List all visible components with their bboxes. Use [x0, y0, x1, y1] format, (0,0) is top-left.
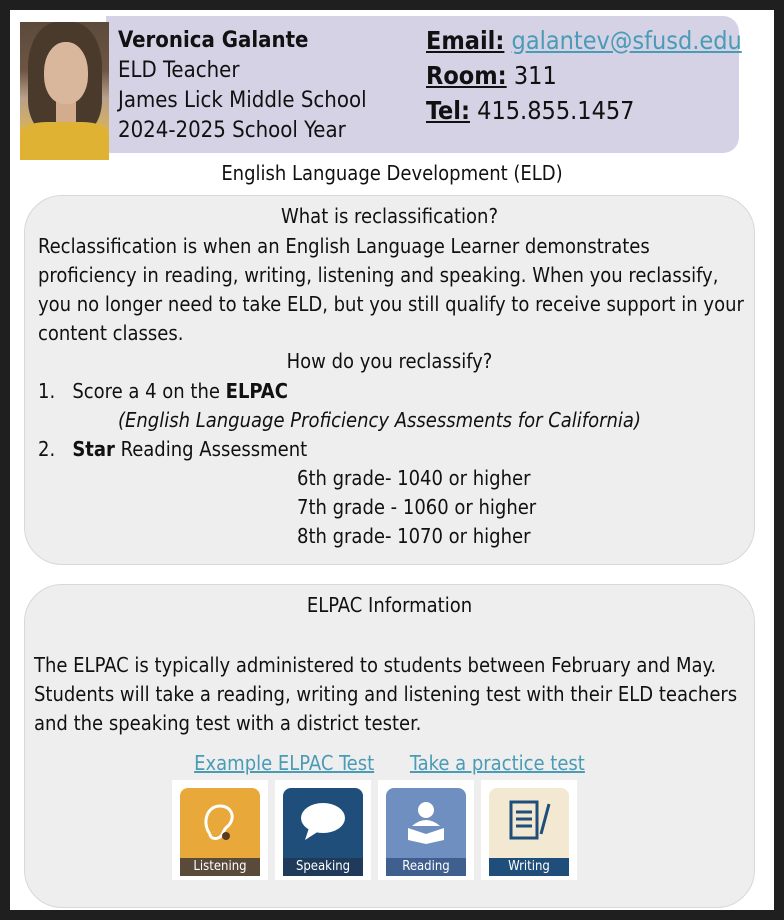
elpac-domain-icons: [172, 780, 572, 880]
grade-requirements: [297, 464, 536, 551]
elpac-info-card: [24, 584, 755, 908]
example-elpac-test-link[interactable]: Example ELPAC Test: [194, 751, 375, 775]
elpac-body: The ELPAC is typically administered to students between February and May. Students will take a reading, writing and listening test with their ELD teachers and the speaking test with a district tester.: [34, 653, 738, 735]
practice-test-link[interactable]: Take a practice test: [409, 751, 585, 775]
ear-icon: [192, 794, 248, 850]
reader-icon: [398, 794, 454, 850]
grade-8-requirement: 8th grade- 1070 or higher: [297, 524, 531, 548]
elpac-term: ELPAC: [225, 379, 288, 403]
writing-label: Writing: [489, 858, 569, 876]
page-title: English Language Development (ELD): [221, 161, 563, 185]
room-value: 311: [513, 61, 557, 90]
writing-tile[interactable]: [481, 780, 577, 880]
reclass-steps: [38, 377, 738, 464]
contact-info: [426, 23, 742, 128]
listening-tile[interactable]: [172, 780, 268, 880]
elpac-links: [25, 751, 754, 775]
teacher-school: James Lick Middle School: [118, 88, 367, 113]
step-2-number: 2.: [38, 437, 56, 461]
how-heading: How do you reclassify?: [286, 349, 493, 373]
listening-label: Listening: [180, 858, 260, 876]
email-link[interactable]: galantev@sfusd.edu: [511, 26, 742, 55]
reading-tile[interactable]: [378, 780, 474, 880]
step-2-text: Reading Assessment: [114, 437, 308, 461]
star-term: Star: [72, 437, 115, 461]
flyer-page: [10, 10, 774, 910]
step-1-text: Score a 4 on the: [72, 379, 226, 403]
grade-6-requirement: 6th grade- 1040 or higher: [297, 466, 531, 490]
school-year: 2024-2025 School Year: [118, 118, 346, 143]
email-label: Email:: [426, 26, 505, 55]
room-label: Room:: [426, 61, 507, 90]
email-row: [426, 23, 742, 58]
speech-bubble-icon: [295, 794, 351, 850]
tel-row: [426, 93, 742, 128]
tel-value: 415.855.1457: [477, 96, 635, 125]
speaking-label: Speaking: [283, 858, 363, 876]
teacher-info: [118, 26, 367, 146]
tel-label: Tel:: [426, 96, 470, 125]
step-1: [38, 377, 738, 406]
teacher-role: ELD Teacher: [118, 58, 240, 83]
teacher-name: Veronica Galante: [118, 28, 309, 53]
reclass-heading: What is reclassification?: [280, 204, 499, 228]
grade-7-requirement: 7th grade - 1060 or higher: [297, 495, 537, 519]
reading-label: Reading: [386, 858, 466, 876]
speaking-tile[interactable]: [275, 780, 371, 880]
elpac-heading: ELPAC Information: [306, 593, 473, 617]
document-pencil-icon: [501, 794, 557, 850]
step-1-number: 1.: [38, 379, 56, 403]
step-2: [38, 435, 738, 464]
reclass-body: Reclassification is when an English Language Learner demonstrates proficiency in reading, writing, listening and speaking. When you reclassify, you no longer need to take ELD, but you still qualify to receive support in your content classes.: [38, 234, 744, 345]
elpac-full-name: (English Language Proficiency Assessments for California): [118, 408, 641, 432]
reclassification-card: [24, 195, 755, 565]
teacher-photo: [20, 22, 109, 160]
room-row: [426, 58, 742, 93]
